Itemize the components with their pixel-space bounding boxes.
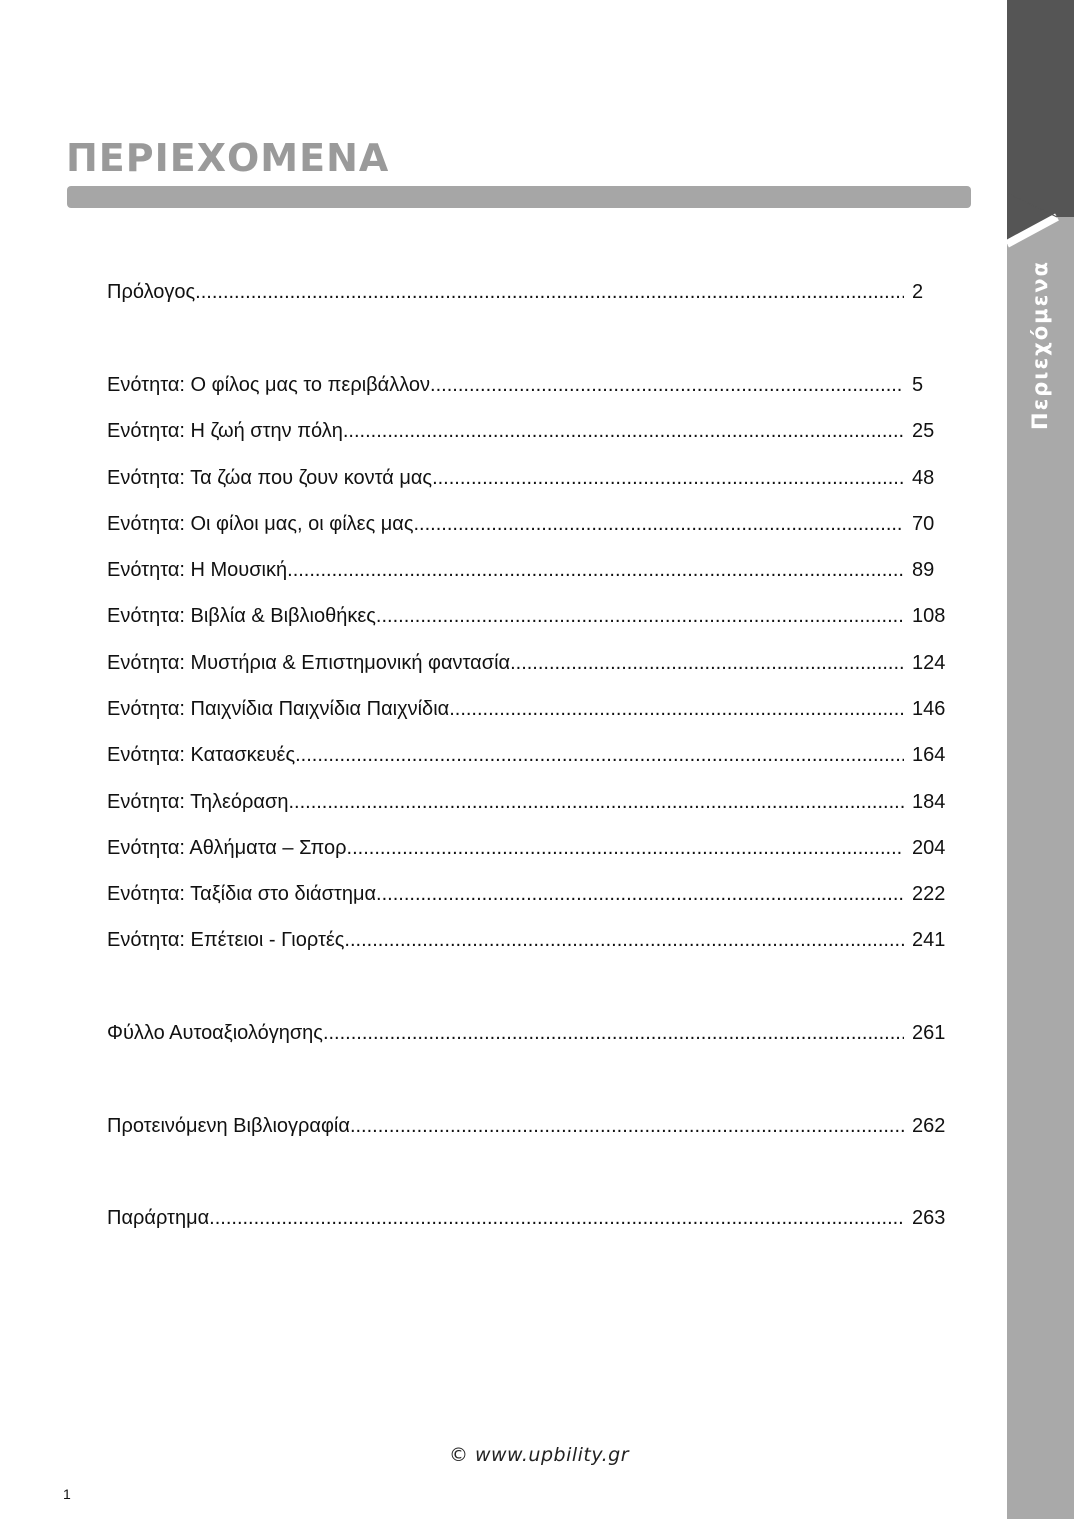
toc-leader-dots [287, 557, 904, 583]
toc-entry-unit[interactable] [107, 881, 949, 907]
toc-entry-page: 164 [912, 744, 946, 766]
toc-entry-bibliography[interactable] [107, 1113, 949, 1139]
toc-leader-dots [195, 279, 904, 305]
toc-entry-page: 2 [912, 281, 924, 303]
toc-entry-page: 184 [912, 791, 946, 813]
toc-entry-unit[interactable] [107, 927, 949, 953]
toc-entry-unit[interactable] [107, 650, 949, 676]
toc-leader-dots [449, 696, 904, 722]
toc-leader-dots [430, 372, 904, 398]
toc-entry-label: Ενότητα: Η Μουσική [107, 559, 288, 581]
toc-entry-page: 262 [912, 1115, 946, 1137]
toc-entry-self-assessment[interactable] [107, 1020, 949, 1046]
toc-entry-unit[interactable] [107, 603, 949, 629]
toc-entry-page: 89 [912, 559, 935, 581]
toc-entry-label: Φύλλο Αυτοαξιολόγησης [107, 1022, 323, 1044]
toc-leader-dots [510, 650, 904, 676]
toc-entry-label: Ενότητα: Τηλεόραση [107, 791, 289, 813]
toc-entry-unit[interactable] [107, 511, 949, 537]
toc-entry-label: Ενότητα: Κατασκευές [107, 744, 296, 766]
toc-entry-label: Ενότητα: Ο φίλος μας το περιβάλλον [107, 374, 431, 396]
toc-leader-dots [288, 789, 904, 815]
toc-entry-label: Παράρτημα [107, 1207, 210, 1229]
side-tab-notch [1007, 190, 1074, 250]
toc-entry-unit[interactable] [107, 742, 949, 768]
toc-entry-page: 222 [912, 883, 946, 905]
footer-copyright: © www.upbility.gr [448, 1444, 630, 1466]
toc-entry-label: Ενότητα: Αθλήματα – Σπορ [107, 837, 347, 859]
toc-entry-page: 48 [912, 467, 935, 489]
toc-entry-label: Ενότητα: Παιχνίδια Παιχνίδια Παιχνίδια [107, 698, 450, 720]
toc-leader-dots [432, 465, 904, 491]
toc-entry-label: Ενότητα: Βιβλία & Βιβλιοθήκες [107, 605, 376, 627]
page-title: ΠΕΡΙΕΧΟΜΕΝΑ [66, 136, 390, 180]
toc-leader-dots [376, 603, 904, 629]
toc-entry-page: 108 [912, 605, 946, 627]
toc-entry-appendix[interactable] [107, 1205, 949, 1231]
toc-entry-page: 124 [912, 652, 946, 674]
side-tab-header-block [1007, 0, 1074, 193]
toc-leader-dots [350, 1113, 904, 1139]
toc-entry-label: Ενότητα: Οι φίλοι μας, οι φίλες μας [107, 513, 414, 535]
toc-entry-page: 241 [912, 929, 946, 951]
toc-leader-dots [414, 511, 905, 537]
title-underline-bar [67, 186, 971, 208]
toc-entry-label: Πρόλογος [107, 281, 196, 303]
toc-entry-prologue[interactable] [107, 279, 949, 305]
toc-entry-unit[interactable] [107, 557, 949, 583]
toc-entry-page: 261 [912, 1022, 946, 1044]
toc-entry-label: Ενότητα: Μυστήρια & Επιστημονική φαντασία [107, 652, 511, 674]
toc-entry-page: 25 [912, 420, 935, 442]
toc-entry-label: Ενότητα: Επέτειοι - Γιορτές [107, 929, 345, 951]
toc-leader-dots [209, 1205, 904, 1231]
toc-leader-dots [344, 927, 904, 953]
toc-entry-page: 263 [912, 1207, 946, 1229]
toc-leader-dots [343, 418, 904, 444]
toc-entry-unit[interactable] [107, 418, 949, 444]
toc-entry-label: Ενότητα: Η ζωή στην πόλη [107, 420, 343, 442]
toc-leader-dots [347, 835, 904, 861]
toc-leader-dots [295, 742, 904, 768]
toc-entry-unit[interactable] [107, 789, 949, 815]
toc-entry-label: Προτεινόμενη Βιβλιογραφία [107, 1115, 350, 1137]
toc-entry-unit[interactable] [107, 372, 949, 398]
toc-entry-label: Ενότητα: Ταξίδια στο διάστημα [107, 883, 377, 905]
toc-entry-page: 204 [912, 837, 946, 859]
toc-leader-dots [323, 1020, 904, 1046]
page-number: 1 [63, 1486, 71, 1502]
toc-entry-unit[interactable] [107, 465, 949, 491]
side-tab-label: Περιεχόμενα [1028, 259, 1052, 431]
toc-entry-page: 5 [912, 374, 924, 396]
toc-leader-dots [376, 881, 904, 907]
toc-entry-label: Ενότητα: Τα ζώα που ζουν κοντά μας [107, 467, 433, 489]
toc-entry-unit[interactable] [107, 835, 949, 861]
toc-entry-page: 146 [912, 698, 946, 720]
toc-entry-page: 70 [912, 513, 935, 535]
toc-entry-unit[interactable] [107, 696, 949, 722]
